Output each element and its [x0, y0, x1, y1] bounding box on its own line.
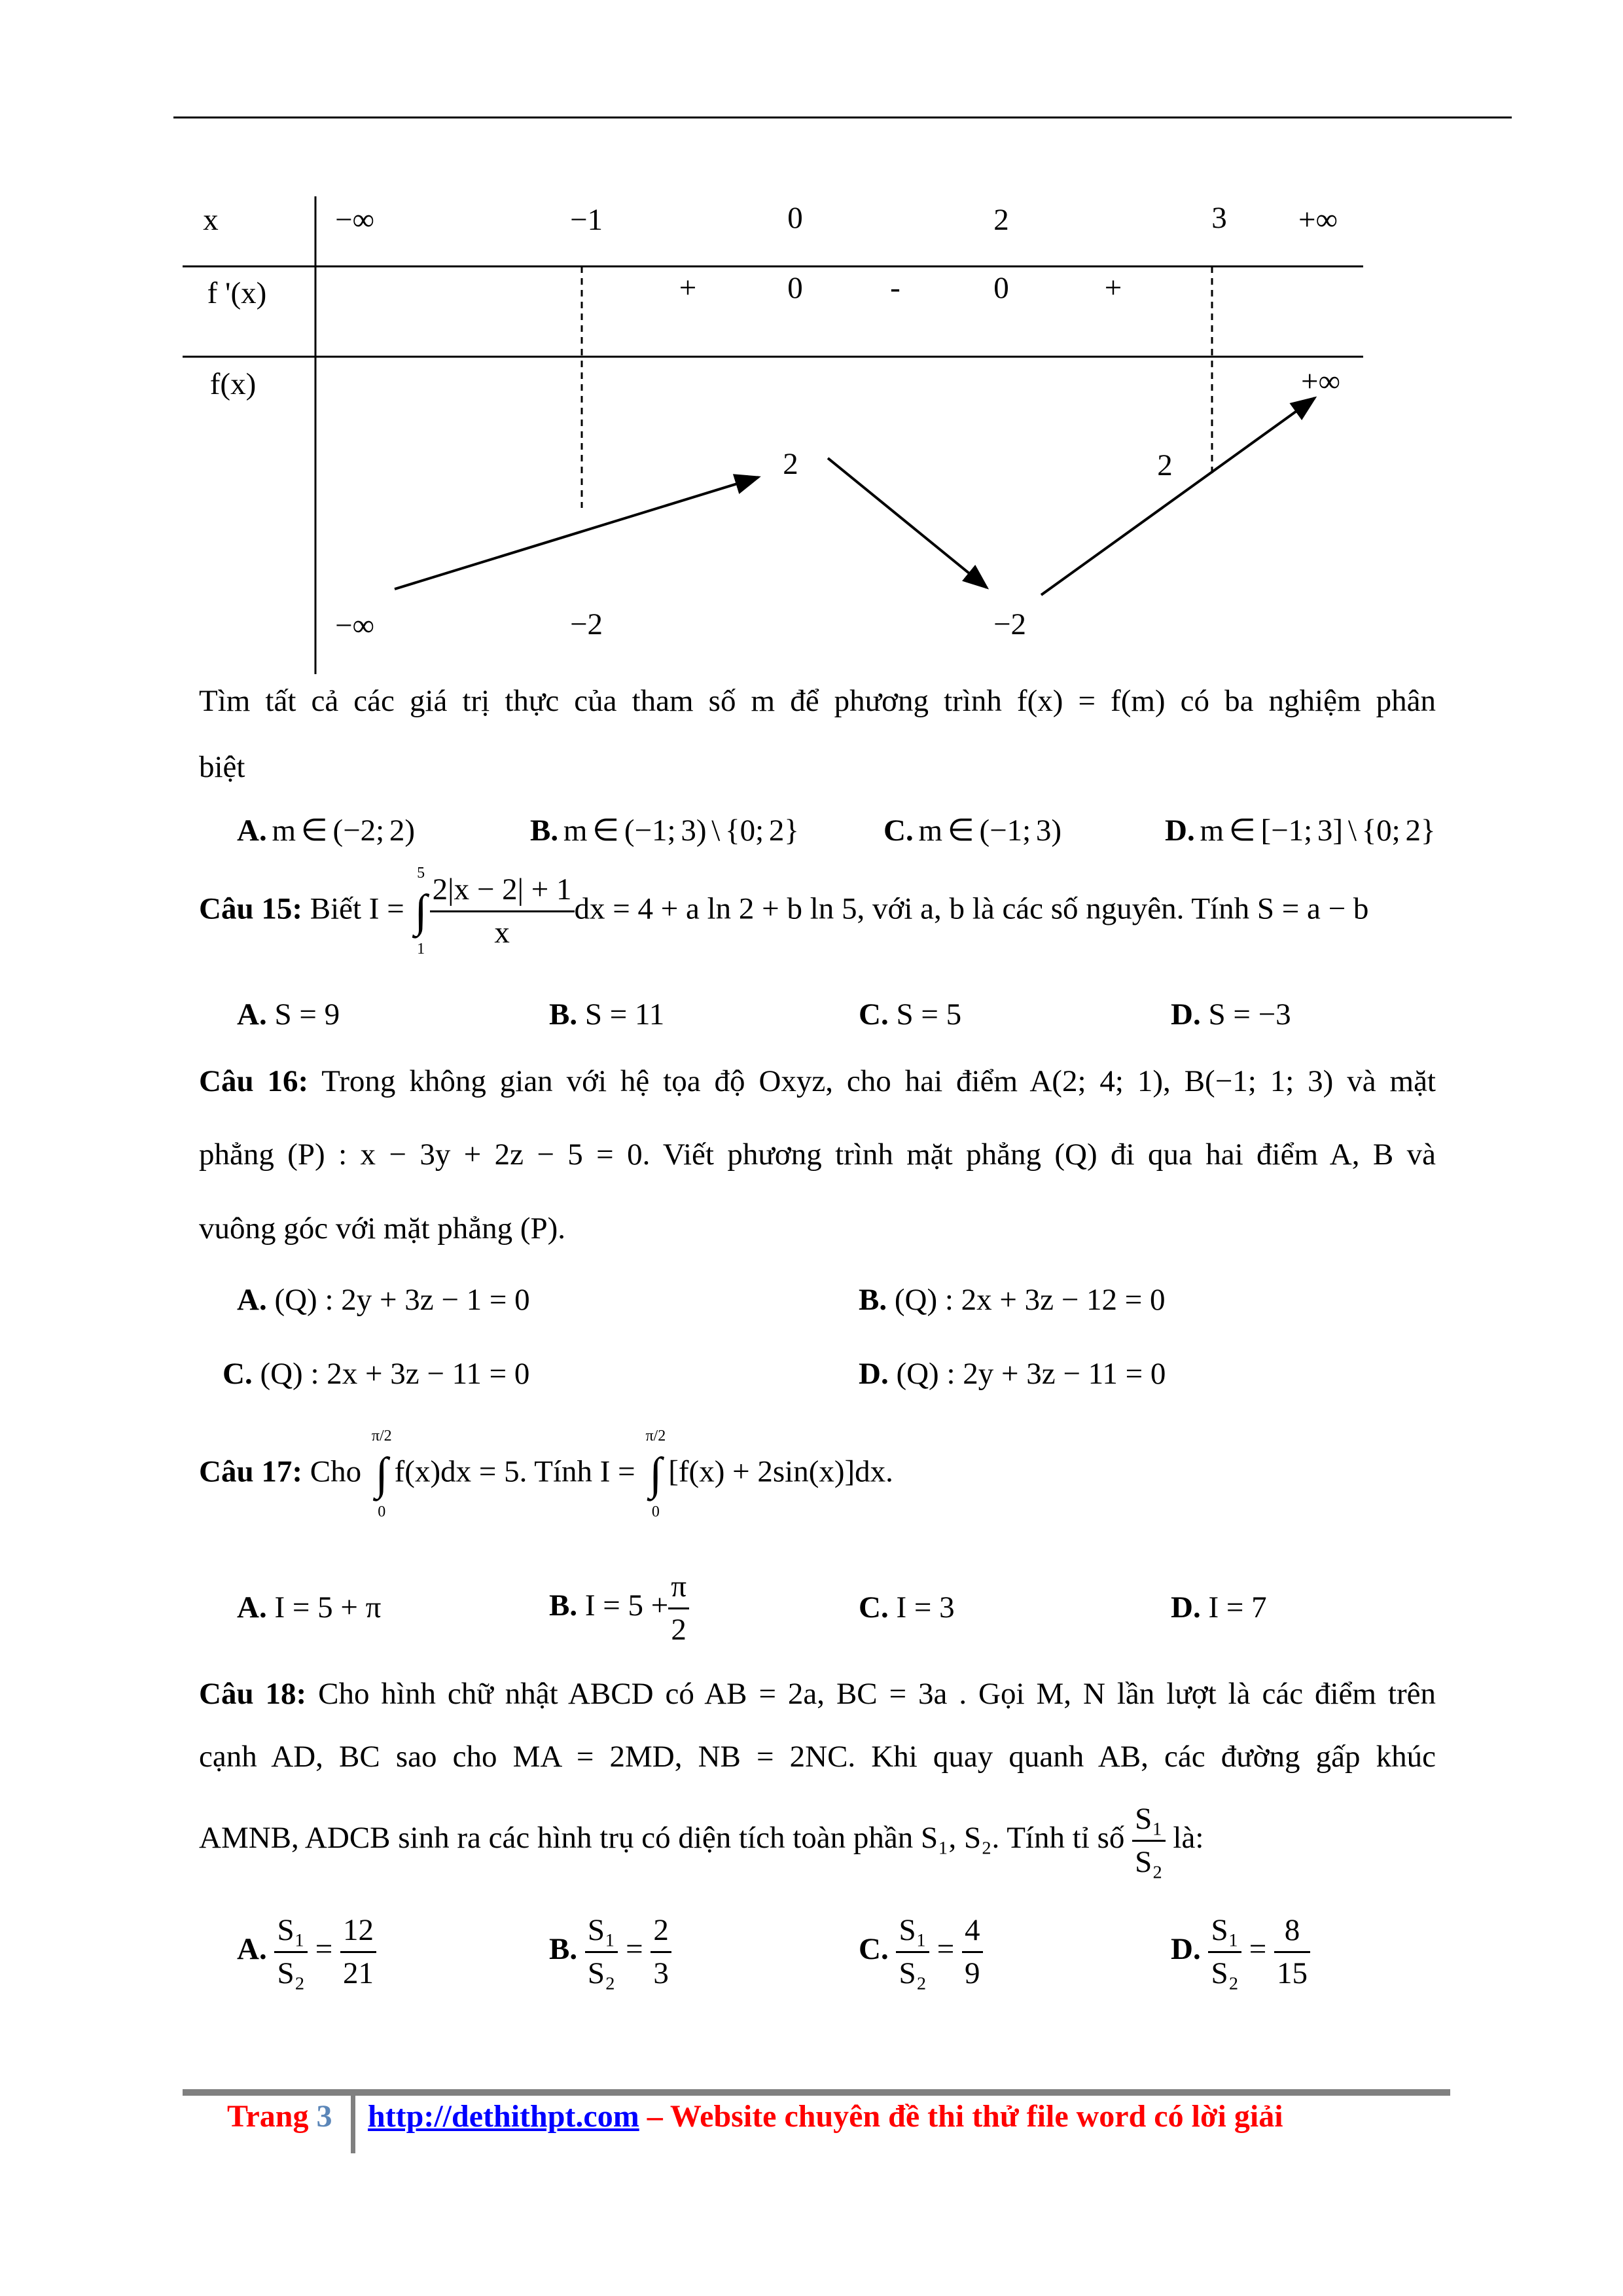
q14-text: biệt: [199, 750, 245, 784]
q16-text: vuông góc với mặt phẳng (P).: [199, 1211, 566, 1246]
table-lines: [0, 0, 1623, 720]
x-label: x: [203, 203, 219, 237]
q14-option-d[interactable]: D. m ∈ [−1; 3] \ {0; 2}: [1165, 814, 1436, 848]
f-value: −2: [993, 607, 1027, 641]
x-value: 3: [1211, 201, 1227, 235]
integral-sign: π/2 ∫ 0: [371, 1427, 392, 1521]
x-value: −1: [569, 203, 603, 237]
q14-text: Tìm tất cả các giá trị thực của tham số m để phương trình f(x) = f(m) có ba nghiệm phân: [199, 684, 1436, 718]
q14-option-b[interactable]: B. m ∈ (−1; 3) \ {0; 2}: [530, 814, 799, 848]
x-value: −∞: [334, 203, 375, 237]
footer-divider: [351, 2096, 355, 2153]
q17-option-a[interactable]: A. I = 5 + π: [237, 1590, 382, 1624]
q18-text: cạnh AD, BC sao cho MA = 2MD, NB = 2NC. Khi quay quanh AB, các đường gấp khúc: [199, 1740, 1436, 1774]
fp-sign: +: [1104, 271, 1122, 305]
footer-rule: [183, 2089, 1450, 2096]
q16-text: phẳng (P) : x − 3y + 2z − 5 = 0. Viết phương trình mặt phẳng (Q) đi qua hai điểm A, B và: [199, 1138, 1436, 1172]
q15-option-c[interactable]: C. S = 5: [859, 997, 962, 1031]
q16-option-a[interactable]: A. (Q) : 2y + 3z − 1 = 0: [237, 1283, 530, 1317]
q15-option-b[interactable]: B. S = 11: [549, 997, 665, 1031]
q18-option-c[interactable]: C. $\frac{\text{S₁}}{\text{S₂}}$ = $\frac{4}{9}$: [859, 1911, 983, 1993]
q18-option-d[interactable]: D. $\frac{\text{S₁}}{\text{S₂}}$ = $\frac{8}{15}$: [1171, 1911, 1310, 1993]
arrow-up: [395, 477, 758, 589]
q17-option-c[interactable]: C. I = 3: [859, 1590, 955, 1624]
q14-option-c[interactable]: C. m ∈ (−1; 3): [883, 814, 1062, 848]
f-value: 2: [1157, 448, 1173, 482]
q16-option-c[interactable]: C. (Q) : 2x + 3z − 11 = 0: [223, 1357, 530, 1391]
f-value: 2: [783, 447, 798, 481]
q16-option-b[interactable]: B. (Q) : 2x + 3z − 12 = 0: [859, 1283, 1166, 1317]
integral-sign: π/2 ∫ 0: [645, 1427, 666, 1521]
f-value: +∞: [1300, 365, 1341, 399]
q15-option-d[interactable]: D. S = −3: [1171, 997, 1291, 1031]
x-value: 0: [787, 201, 803, 235]
x-value: +∞: [1298, 203, 1338, 237]
q14-option-a[interactable]: A. m ∈ (−2; 2): [237, 814, 416, 848]
integral-sign: 5 ∫ 1: [414, 865, 427, 958]
f-value: −∞: [334, 609, 375, 643]
q17-stem: Câu 17: Cho π/2 ∫ 0 f(x)dx = 5. Tính I = π/2 ∫ 0 [f(x) + 2sin(x)]dx.: [199, 1427, 893, 1521]
fp-sign: -: [890, 271, 901, 305]
q18-text: AMNB, ADCB sinh ra các hình trụ có diện tích toàn phần S₁, S₂. Tính tỉ số $\frac{\text{S₁}}{\text{S₂}}$ là:: [199, 1800, 1204, 1882]
q15-option-a[interactable]: A. S = 9: [237, 997, 340, 1031]
q15-stem: Câu 15: Biết I = 5 ∫ 1 $\frac{2|x - 2| + 1}{x}$ dx = 4 + a ln 2 + b ln 5, với a, b là các số nguyên. Tính S = a − b: [199, 865, 1369, 958]
fp-label: f '(x): [207, 276, 267, 310]
fp-sign: +: [679, 271, 697, 305]
footer-text: http://dethithpt.com – Website chuyên đề thi thử file word có lời giải: [368, 2099, 1283, 2134]
fp-value: 0: [787, 271, 803, 305]
fp-value: 0: [993, 271, 1009, 305]
footer-page: Trang 3: [227, 2099, 332, 2134]
footer-link[interactable]: http://dethithpt.com: [368, 2099, 639, 2134]
q18-option-a[interactable]: A. $\frac{\text{S₁}}{\text{S₂}}$ = $\frac{12}{21}$: [237, 1911, 376, 1993]
q16-text: Câu 16: Trong không gian với hệ tọa độ Oxyz, cho hai điểm A(2; 4; 1), B(−1; 1; 3) và mặt: [199, 1064, 1436, 1098]
q16-option-d[interactable]: D. (Q) : 2y + 3z − 11 = 0: [859, 1357, 1166, 1391]
f-label: f(x): [209, 367, 257, 401]
x-value: 2: [993, 203, 1009, 237]
arrow-up: [1041, 398, 1315, 595]
q18-text: Câu 18: Cho hình chữ nhật ABCD có AB = 2a, BC = 3a . Gọi M, N lần lượt là các điểm trên: [199, 1677, 1436, 1711]
q18-option-b[interactable]: B. $\frac{\text{S₁}}{\text{S₂}}$ = $\frac{2}{3}$: [549, 1911, 671, 1993]
arrow-down: [828, 458, 987, 588]
f-value: −2: [569, 607, 603, 641]
q17-option-d[interactable]: D. I = 7: [1171, 1590, 1267, 1624]
q17-option-b[interactable]: B. I = 5 + $\frac{\pi}{2}$: [549, 1568, 689, 1649]
